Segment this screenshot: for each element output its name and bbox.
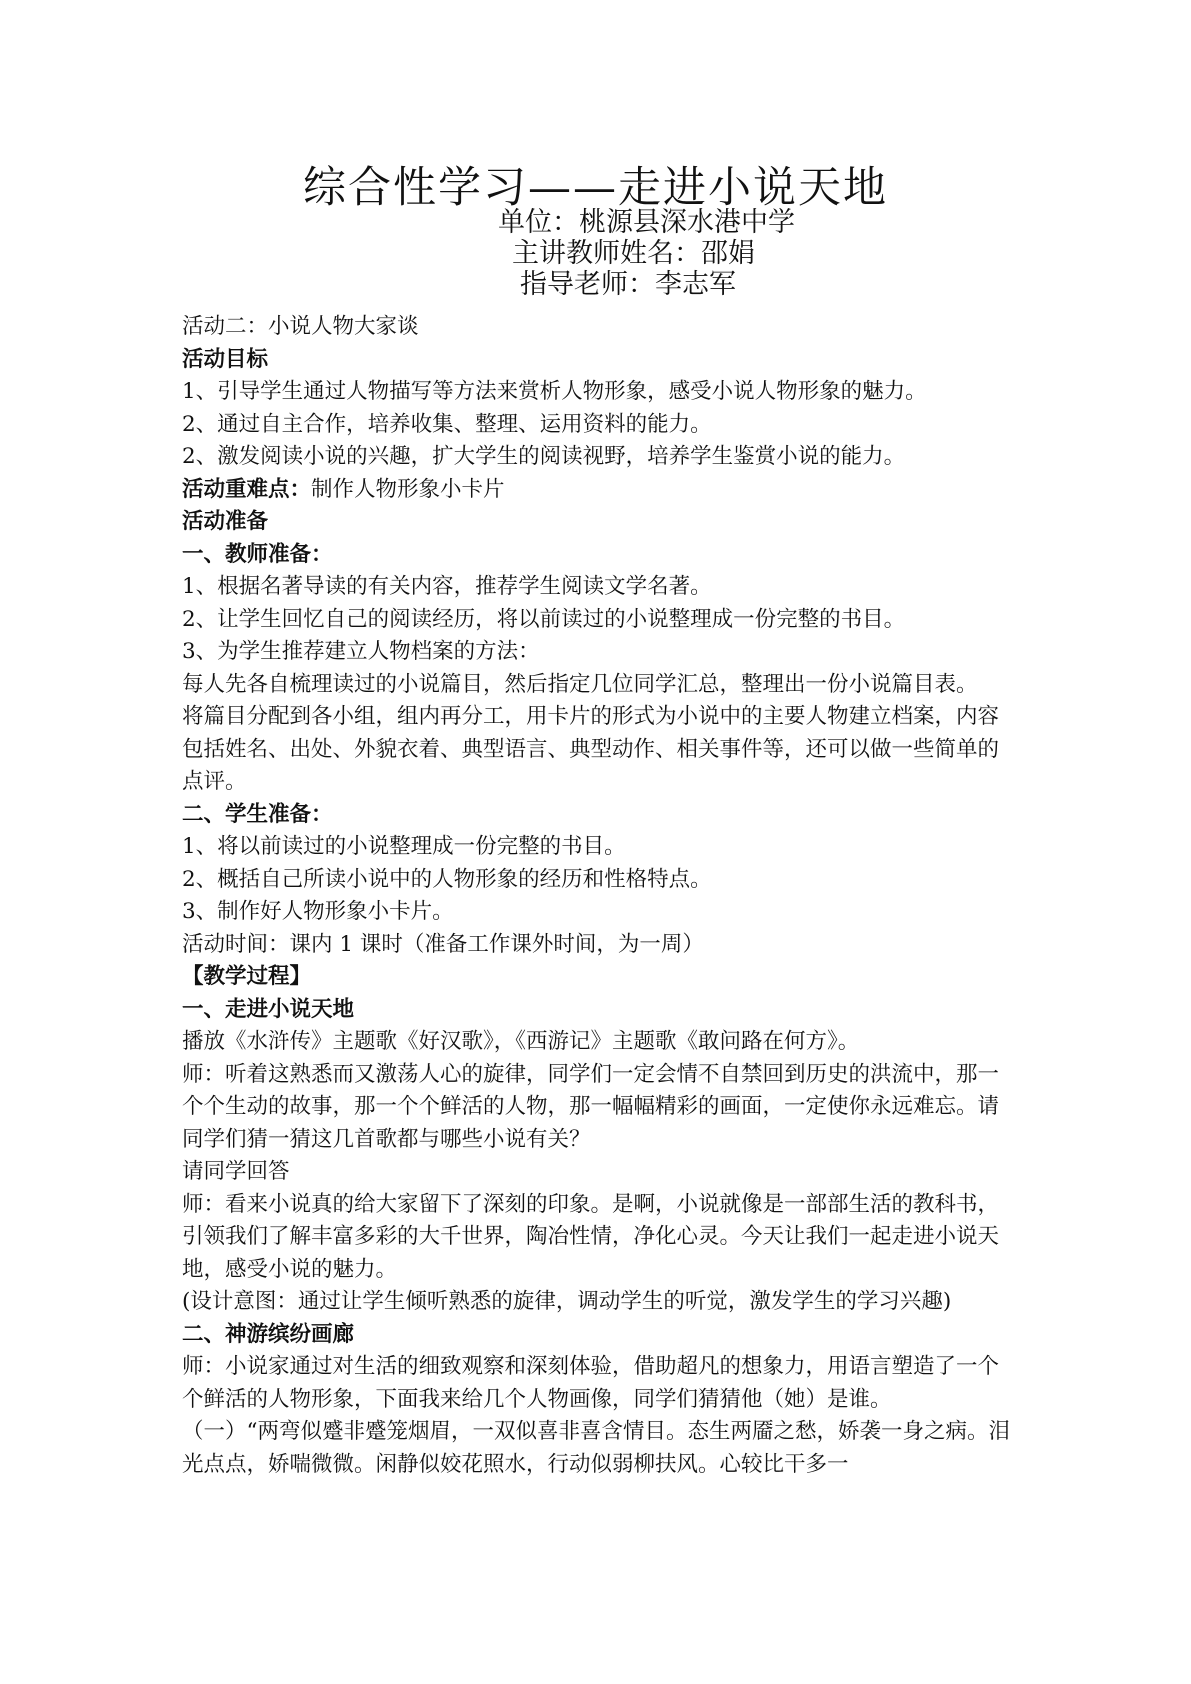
paragraph-label: 活动重难点： — [182, 476, 312, 502]
paragraph — [182, 896, 1018, 929]
section-heading — [182, 506, 1018, 539]
paragraph-text: 1、引导学生通过人物描写等方法来赏析人物形象，感受小说人物形象的魅力。 — [182, 379, 927, 404]
section-heading — [182, 994, 1018, 1027]
paragraph-text: 3、制作好人物形象小卡片。 — [182, 899, 454, 924]
paragraph-text: 活动目标 — [182, 346, 269, 372]
section-heading — [182, 961, 1018, 994]
paragraph — [182, 1059, 1018, 1157]
paragraph-text: 请同学回答 — [182, 1159, 290, 1184]
paragraph — [182, 1416, 1018, 1481]
paragraph — [182, 701, 1018, 799]
paragraph-text: 播放《水浒传》主题歌《好汉歌》，《西游记》主题歌《敢问路在何方》。 — [182, 1029, 860, 1054]
paragraph-text: 活动时间：课内 1 课时（准备工作课外时间，为一周） — [182, 931, 704, 957]
teacher-line: 主讲教师姓名：邵娟 — [512, 238, 755, 269]
paragraph-text: 每人先各自梳理读过的小说篇目，然后指定几位同学汇总，整理出一份小说篇目表。 — [182, 671, 978, 697]
paragraph-text: 2、激发阅读小说的兴趣，扩大学生的阅读视野，培养学生鉴赏小说的能力。 — [182, 444, 906, 469]
paragraph — [182, 441, 1018, 474]
section-heading — [182, 799, 1018, 832]
paragraph — [182, 604, 1018, 637]
paragraph — [182, 474, 1018, 507]
paragraph — [182, 1351, 1018, 1416]
advisor-line: 指导老师：李志军 — [520, 269, 736, 300]
paragraph-text: 将篇目分配到各小组，组内再分工，用卡片的形式为小说中的主要人物建立档案，内容包括姓名、出处、外貌衣着、典型语言、典型动作、相关事件等，还可以做一些简单的点评。 — [182, 704, 1000, 794]
paragraph-text: 师：小说家通过对生活的细致观察和深刻体验，借助超凡的想象力，用语言塑造了一个个鲜活的人物形象，下面我来给几个人物画像，同学们猜猜他（她）是谁。 — [182, 1354, 1000, 1412]
body-text — [182, 311, 1018, 1481]
paragraph — [182, 669, 1018, 702]
paragraph-text: 2、通过自主合作，培养收集、整理、运用资料的能力。 — [182, 411, 712, 437]
paragraph-text: 活动二：小说人物大家谈 — [182, 314, 419, 339]
paragraph — [182, 376, 1018, 409]
section-heading — [182, 1319, 1018, 1352]
paragraph-text: 2、概括自己所读小说中的人物形象的经历和性格特点。 — [182, 866, 712, 892]
paragraph — [182, 311, 1018, 344]
paragraph-text: 师：听着这熟悉而又激荡人心的旋律，同学们一定会情不自禁回到历史的洪流中，那一个个生动的故事，那一个个鲜活的人物，那一幅幅精彩的画面，一定使你永远难忘。请同学们猜一猜这几首歌都与哪些小说有关？ — [182, 1061, 1000, 1152]
paragraph-text: 1、根据名著导读的有关内容，推荐学生阅读文学名著。 — [182, 574, 712, 599]
paragraph-text: 二、学生准备： — [182, 801, 333, 827]
paragraph-text: 二、神游缤纷画廊 — [182, 1321, 355, 1347]
paragraph — [182, 831, 1018, 864]
paragraph-text: 师：看来小说真的给大家留下了深刻的印象。是啊，小说就像是一部部生活的教科书，引领我们了解丰富多彩的大千世界，陶冶性情，净化心灵。今天让我们一起走进小说天地，感受小说的魅力。 — [182, 1191, 1000, 1282]
paragraph-text: （一）“两弯似蹙非蹙笼烟眉，一双似喜非喜含情目。态生两靥之愁，娇袭一身之病。泪光点点，娇喘微微。闲静似姣花照水，行动似弱柳扶风。心较比干多一 — [182, 1419, 1010, 1477]
paragraph — [182, 636, 1018, 669]
paragraph-text: 3、为学生推荐建立人物档案的方法： — [182, 639, 540, 664]
paragraph-text: 【教学过程】 — [182, 964, 312, 989]
paragraph — [182, 1286, 1018, 1319]
paragraph — [182, 409, 1018, 442]
paragraph-text: 制作人物形象小卡片 — [311, 476, 505, 502]
unit-line: 单位：桃源县深水港中学 — [498, 207, 795, 238]
paragraph-text: 一、走进小说天地 — [182, 996, 355, 1022]
paragraph — [182, 864, 1018, 897]
paragraph — [182, 1189, 1018, 1287]
paragraph — [182, 1026, 1018, 1059]
document-title: 综合性学习——走进小说天地 — [303, 163, 888, 213]
paragraph-text: 2、让学生回忆自己的阅读经历，将以前读过的小说整理成一份完整的书目。 — [182, 606, 906, 632]
section-heading — [182, 344, 1018, 377]
paragraph-text: 一、教师准备： — [182, 541, 333, 567]
paragraph-text: 活动准备 — [182, 509, 269, 534]
paragraph — [182, 1156, 1018, 1189]
paragraph — [182, 571, 1018, 604]
paragraph-text: 1、将以前读过的小说整理成一份完整的书目。 — [182, 834, 626, 859]
section-heading — [182, 539, 1018, 572]
paragraph-text: (设计意图：通过让学生倾听熟悉的旋律，调动学生的听觉，激发学生的学习兴趣) — [182, 1289, 952, 1314]
paragraph — [182, 929, 1018, 962]
